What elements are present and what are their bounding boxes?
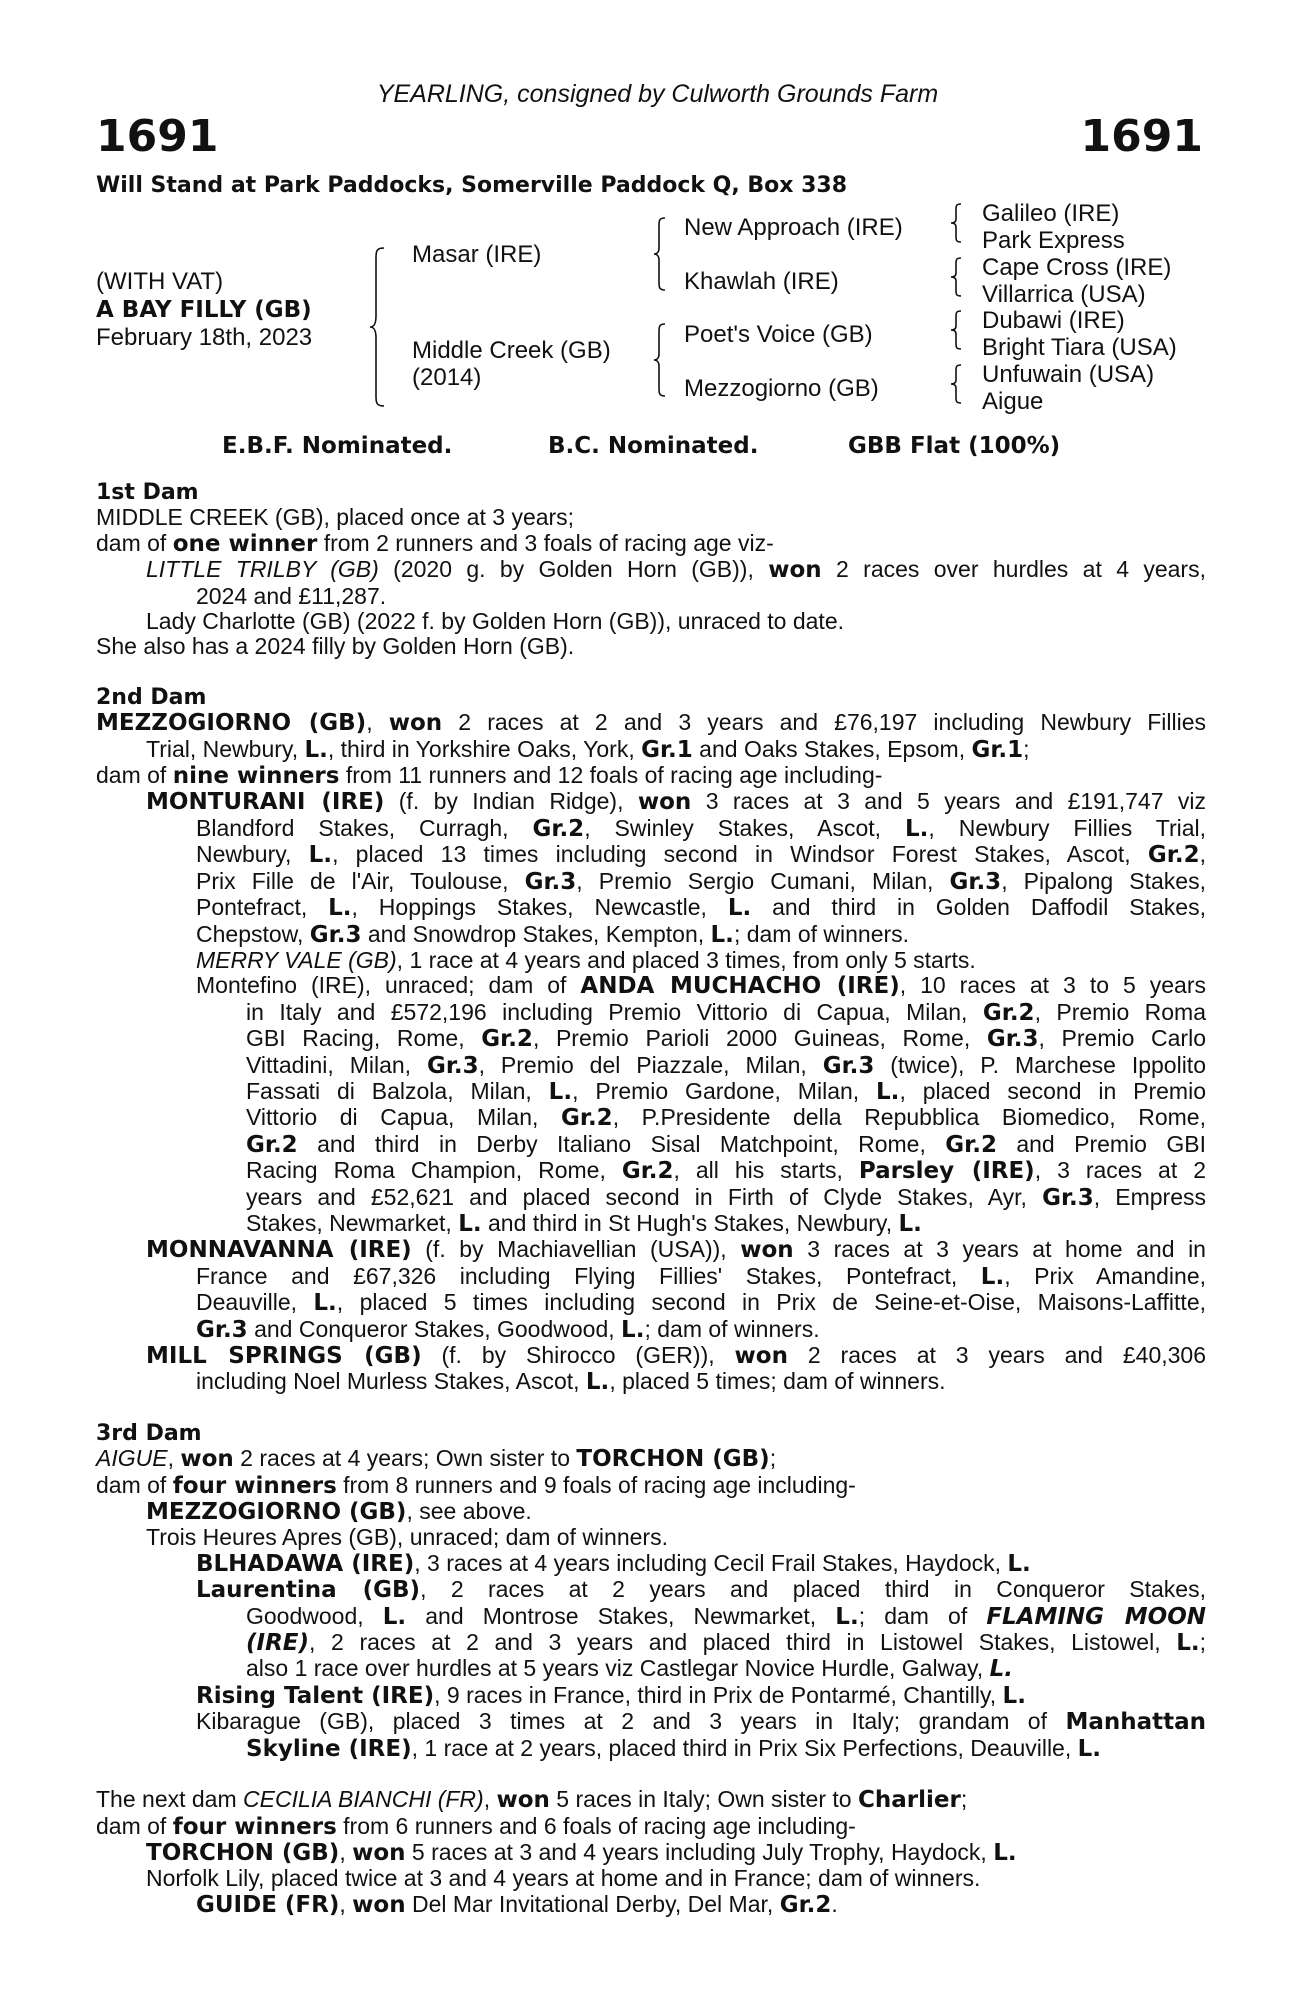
text-line: Vittorio di Capua, Milan, Gr.2, P.Presidente della Repubblica Biomedico, Rome, [246,1104,1206,1132]
text-line: MERRY VALE (GB), 1 race at 4 years and placed 3 times, from only 5 starts. [196,946,976,973]
dam-sire: Poet's Voice (GB) [684,321,873,348]
text-line: Rising Talent (IRE), 9 races in France, third in Prix de Pontarmé, Chantilly, L. [196,1681,1026,1709]
sire-sire: New Approach (IRE) [684,214,903,241]
second-dam-section [96,710,1206,1396]
dam: Middle Creek (GB) [412,337,611,364]
text-line: The next dam CECILIA BIANCHI (FR), won 5 races in Italy; Own sister to Charlier; [96,1786,968,1814]
text-line: MIDDLE CREEK (GB), placed once at 3 years; [96,504,575,531]
granddam-2: Villarrica (USA) [982,281,1146,308]
granddam-4: Aigue [982,388,1044,415]
horse-name: A BAY FILLY (GB) [96,297,312,323]
text-line: France and £67,326 including Flying Fillies' Stakes, Pontefract, L., Prix Amandine, [196,1262,1207,1290]
text-line: Pontefract, L., Hoppings Stakes, Newcastle, L. and third in Golden Daffodil Stakes, [196,894,1206,922]
text-line: MONNAVANNA (IRE) (f. by Machiavellian (USA)), won 3 races at 3 years at home and in [146,1236,1206,1264]
dam-dam: Mezzogiorno (GB) [684,375,879,402]
text-line: She also has a 2024 filly by Golden Horn (GB). [96,633,575,660]
text-line: Laurentina (GB), 2 races at 2 years and placed third in Conqueror Stakes, [196,1576,1206,1604]
text-line: Racing Roma Champion, Rome, Gr.2, all his starts, Parsley (IRE), 3 races at 2 [246,1157,1206,1185]
text-line: Gr.3 and Conqueror Stakes, Goodwood, L.; dam of winners. [196,1315,820,1343]
text-line: Blandford Stakes, Curragh, Gr.2, Swinley Stakes, Ascot, L., Newbury Fillies Trial, [196,814,1206,842]
text-line: BLHADAWA (IRE), 3 races at 4 years including Cecil Frail Stakes, Haydock, L. [196,1549,1031,1577]
granddam-1: Park Express [982,227,1125,254]
text-line: MEZZOGIORNO (GB), won 2 races at 2 and 3 years and £76,197 including Newbury Fillies [96,709,1207,737]
text-line: Chepstow, Gr.3 and Snowdrop Stakes, Kempton, L.; dam of winners. [196,920,910,948]
section-heading-2nd-dam: 2nd Dam [96,684,207,710]
ebf-nomination: E.B.F. Nominated. [222,433,453,459]
lot-number-left: 1691 [96,111,219,162]
gbb-status: GBB Flat (100%) [848,433,1061,459]
text-line: dam of four winners from 8 runners and 9 foals of racing age including- [96,1471,856,1499]
bracket-g12 [950,202,964,244]
sire-dam: Khawlah (IRE) [684,268,839,295]
foaling-date: February 18th, 2023 [96,324,313,351]
text-line: Goodwood, L. and Montrose Stakes, Newmarket, L.; dam of FLAMING MOON [246,1602,1207,1630]
bc-nomination: B.C. Nominated. [548,433,759,459]
text-line: in Italy and £572,196 including Premio Vittorio di Capua, Milan, Gr.2, Premio Roma [246,998,1207,1026]
bracket-dam [653,322,669,398]
text-line: dam of four winners from 6 runners and 6 foals of racing age including- [96,1812,856,1840]
text-line: including Noel Murless Stakes, Ascot, L., placed 5 times; dam of winners. [196,1368,946,1396]
text-line: LITTLE TRILBY (GB) (2020 g. by Golden Horn (GB)), won 2 races over hurdles at 4 years, [146,556,1206,584]
grandsire-2: Cape Cross (IRE) [982,254,1172,281]
text-line: Trois Heures Apres (GB), unraced; dam of winners. [146,1524,668,1551]
text-line: also 1 race over hurdles at 5 years viz Castlegar Novice Hurdle, Galway, L. [246,1655,1013,1683]
text-line: (IRE), 2 races at 2 and 3 years and placed third in Listowel Stakes, Listowel, L.; [246,1629,1206,1657]
text-line: dam of one winner from 2 runners and 3 foals of racing age viz- [96,529,774,557]
text-line: Prix Fille de l'Air, Toulouse, Gr.3, Premio Sergio Cumani, Milan, Gr.3, Pipalong Stakes, [196,867,1206,895]
grandsire-1: Galileo (IRE) [982,200,1120,227]
vat-note: (WITH VAT) [96,268,224,295]
text-line: Lady Charlotte (GB) (2022 f. by Golden Horn (GB)), unraced to date. [146,608,845,635]
text-line: 2024 and £11,287. [196,582,387,609]
text-line: AIGUE, won 2 races at 4 years; Own sister to TORCHON (GB); [96,1445,777,1473]
text-line: Gr.2 and third in Derby Italiano Sisal Matchpoint, Rome, Gr.2 and Premio GBI [246,1130,1206,1158]
text-line: Vittadini, Milan, Gr.3, Premio del Piazzale, Milan, Gr.3 (twice), P. Marchese Ippolito [246,1051,1206,1079]
text-line: Fassati di Balzola, Milan, L., Premio Gardone, Milan, L., placed second in Premio [246,1077,1206,1105]
third-dam-section [96,1446,1206,1762]
section-heading-1st-dam: 1st Dam [96,480,199,505]
sale-category: YEARLING, consigned by Culworth Grounds Farm [376,80,939,108]
section-heading-3rd-dam: 3rd Dam [96,1420,202,1446]
text-line: Newbury, L., placed 13 times including second in Windsor Forest Stakes, Ascot, Gr.2, [196,841,1206,869]
bracket-main [370,246,390,408]
bracket-g56 [950,309,964,351]
granddam-3: Bright Tiara (USA) [982,334,1177,361]
text-line: dam of nine winners from 11 runners and 12 foals of racing age including- [96,762,883,790]
bracket-g78 [950,363,964,405]
next-dam-section [96,1787,1206,1918]
bracket-g34 [950,256,964,298]
text-line: TORCHON (GB), won 5 races at 3 and 4 years including July Trophy, Haydock, L. [146,1838,1017,1866]
stand-location: Will Stand at Park Paddocks, Somerville Paddock Q, Box 338 [96,173,848,198]
catalogue-body [96,480,1206,1918]
first-dam-section [96,505,1206,659]
bracket-sire [653,216,669,292]
text-line: years and £52,621 and placed second in Firth of Clyde Stakes, Ayr, Gr.3, Empress [246,1183,1207,1211]
dam-year: (2014) [412,364,482,391]
text-line: GBI Racing, Rome, Gr.2, Premio Parioli 2000 Guineas, Rome, Gr.3, Premio Carlo [246,1025,1206,1053]
text-line: Stakes, Newmarket, L. and third in St Hugh's Stakes, Newbury, L. [246,1209,922,1237]
grandsire-4: Unfuwain (USA) [982,361,1155,388]
text-line: MEZZOGIORNO (GB), see above. [146,1498,532,1526]
sire: Masar (IRE) [412,241,542,268]
text-line: MONTURANI (IRE) (f. by Indian Ridge), won 3 races at 3 and 5 years and £191,747 viz [146,788,1207,816]
text-line: Skyline (IRE), 1 race at 2 years, placed third in Prix Six Perfections, Deauville, L. [246,1734,1102,1762]
text-line: GUIDE (FR), won Del Mar Invitational Derby, Del Mar, Gr.2. [196,1890,838,1918]
text-line: Kibarague (GB), placed 3 times at 2 and 3 years in Italy; grandam of Manhattan [196,1708,1206,1736]
text-line: Montefino (IRE), unraced; dam of ANDA MUCHACHO (IRE), 10 races at 3 to 5 years [196,972,1207,1000]
lot-number-right: 1691 [1080,111,1203,162]
text-line: Trial, Newbury, L., third in Yorkshire Oaks, York, Gr.1 and Oaks Stakes, Epsom, Gr.1; [146,735,1030,763]
text-line: Deauville, L., placed 5 times including second in Prix de Seine-et-Oise, Maisons-Laffitte, [196,1289,1206,1317]
grandsire-3: Dubawi (IRE) [982,307,1125,334]
text-line: MILL SPRINGS (GB) (f. by Shirocco (GER)), won 2 races at 3 years and £40,306 [146,1342,1207,1369]
text-line: Norfolk Lily, placed twice at 3 and 4 years at home and in France; dam of winners. [146,1865,981,1892]
